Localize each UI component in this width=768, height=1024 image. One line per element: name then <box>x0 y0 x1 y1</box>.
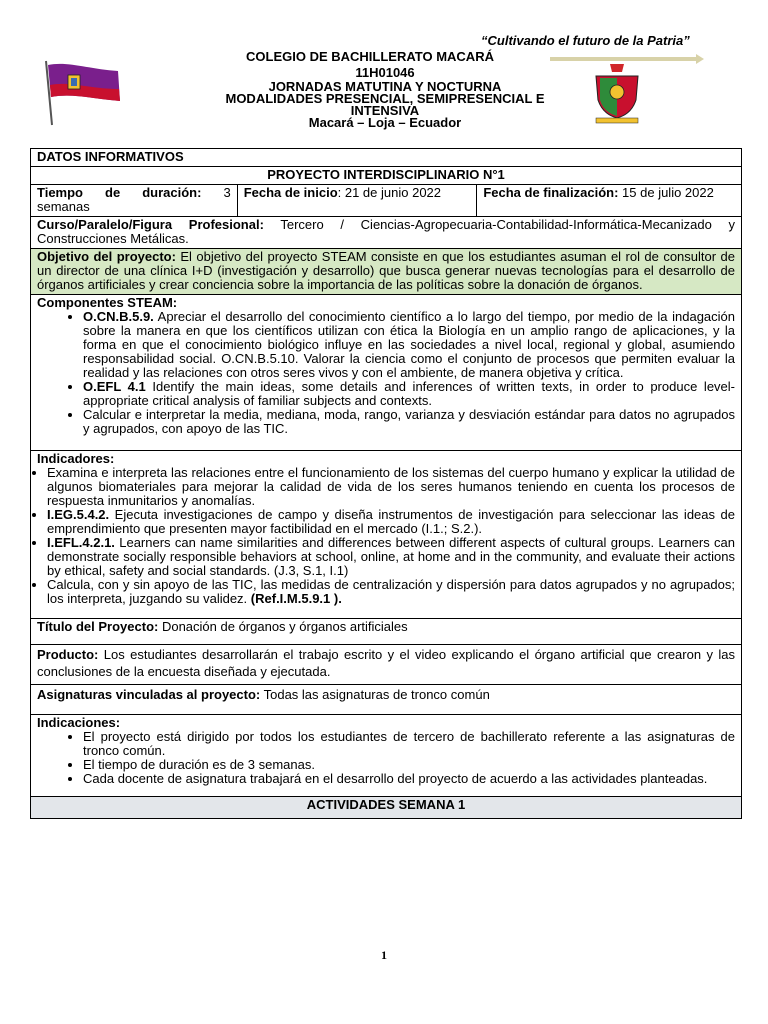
school-header <box>190 51 580 129</box>
list-item: • I.EFL.4.2.1. Learners can name similarities and differences between different aspects of cultural groups. Learners can demonstrate socially responsible behaviors at school, online, at home and in the community, and evaluate their actions by ethical, safety and social standards. (J.3, S.1, I.1) <box>47 536 735 578</box>
indicators-cell <box>31 451 742 619</box>
motto: “Cultivando el futuro de la Patria” <box>481 33 690 48</box>
project-title-heading: PROYECTO INTERDISCIPLINARIO N°1 <box>31 167 742 185</box>
subjects-value: Todas las asignaturas de tronco común <box>260 687 490 702</box>
school-crest-icon <box>588 62 646 124</box>
activities-heading: ACTIVIDADES SEMANA 1 <box>31 797 742 819</box>
instructions-list <box>37 730 735 786</box>
project-title-label: Título del Proyecto: <box>37 619 159 634</box>
flag-icon <box>38 57 122 127</box>
header-line2: MODALIDADES PRESENCIAL, SEMIPRESENCIAL E <box>225 91 545 106</box>
school-name: COLEGIO DE BACHILLERATO MACARÁ <box>246 49 494 64</box>
course-value: Tercero / Ciencias-Agropecuaria-Contabilidad-Informática-Mecanizado y Construcciones Metálicas. <box>37 217 736 246</box>
duration-label: Tiempo de duración: <box>37 185 202 200</box>
duration-value: 3 semanas <box>37 185 231 214</box>
end-date-cell <box>477 185 742 217</box>
datos-informativos-heading: DATOS INFORMATIVOS <box>31 149 742 167</box>
product-label: Producto: <box>37 647 99 662</box>
end-date-label: Fecha de finalización: <box>483 185 619 200</box>
steam-label: Componentes STEAM: <box>37 295 178 310</box>
duration-cell <box>31 185 238 217</box>
indicators-list <box>37 466 735 606</box>
header-line3: INTENSIVA <box>350 103 420 118</box>
list-item: • O.CN.B.5.9. Apreciar el desarrollo del conocimiento científico a lo largo del tiempo, por medio de la indagación sobre la manera en que los científicos utilizan con ética la Biología en un amplio rango de aplicaciones, y la forma en que el conocimiento biológico influye en las sociedades a nivel local, regional y global, asumiendo responsabilidad social. O.CN.B.5.10. Valorar la ciencia como el conjunto de procesos que permiten evaluar la realidad y las relaciones con otros seres vivos y con el ambiente, de manera objetiva y crítica. <box>83 310 735 380</box>
instructions-label: Indicaciones: <box>37 715 121 730</box>
header-line1: JORNADAS MATUTINA Y NOCTURNA <box>268 79 502 94</box>
start-date-cell <box>237 185 477 217</box>
product-value: Los estudiantes desarrollarán el trabajo escrito y el video explicando el órgano artificial que crearon y las conclusiones de la encuesta diseñada y ejecutada. <box>37 647 735 679</box>
start-date-label: Fecha de inicio <box>243 185 338 200</box>
course-cell <box>31 217 742 249</box>
list-item: • Calcular e interpretar la media, mediana, moda, rango, varianza y desviación estándar para datos no agrupados y agrupados, con apoyo de las TIC. <box>83 408 735 436</box>
project-title-value: Donación de órganos y órganos artificiales <box>158 619 408 634</box>
school-code: 11H01046 <box>355 65 415 80</box>
list-item: • Examina e interpreta las relaciones entre el funcionamiento de los sistemas del cuerpo humano y explicar la utilidad de algunos biomateriales para mejorar la calidad de vida de los seres humanos teniendo en cuenta los procesos de respuesta inmunitarios y anomalías. <box>47 466 735 508</box>
list-item: • El proyecto está dirigido por todos los estudiantes de tercero de bachillerato referente a las asignaturas de tronco común. <box>83 730 735 758</box>
list-item: • Calcula, con y sin apoyo de las TIC, las medidas de centralización y dispersión para datos agrupados y no agrupados; los interpreta, juzgando su validez. (Ref.I.M.5.9.1 ). <box>47 578 735 606</box>
project-title-cell <box>31 619 742 645</box>
list-item: • El tiempo de duración es de 3 semanas. <box>83 758 735 772</box>
course-label: Curso/Paralelo/Figura Profesional: <box>37 217 264 232</box>
objective-value: El objetivo del proyecto STEAM consiste en que los estudiantes asuman el rol de consultor de un director de una clínica I+D (investigación y desarrollo) que busca generar nuevas tecnologías para el desarrollo de órganos artificiales y crear conciencia sobre la importancia de las políticas sobre la donación de órganos. <box>37 249 735 292</box>
header-location: Macará – Loja – Ecuador <box>308 115 462 130</box>
objective-label: Objetivo del proyecto: <box>37 249 176 264</box>
list-item: • I.EG.5.4.2. Ejecuta investigaciones de campo y diseña instrumentos de investigación para seleccionar las ideas de emprendimiento que presenten mayor factibilidad en el mercado (I.1.; S.2.). <box>47 508 735 536</box>
subjects-label: Asignaturas vinculadas al proyecto: <box>37 687 261 702</box>
objective-cell <box>31 249 742 295</box>
subjects-cell <box>31 685 742 715</box>
instructions-cell <box>31 715 742 797</box>
page-number: 1 <box>381 948 387 962</box>
start-date-value: : 21 de junio 2022 <box>337 185 442 200</box>
list-item: • O.EFL 4.1 Identify the main ideas, some details and inferences of written texts, in order to produce level-appropriate critical analysis of familiar subjects and contexts. <box>83 380 735 408</box>
product-cell <box>31 645 742 685</box>
end-date-value: 15 de julio 2022 <box>622 185 714 200</box>
indicators-label: Indicadores: <box>37 451 115 466</box>
steam-cell <box>31 295 742 451</box>
list-item: • Cada docente de asignatura trabajará en el desarrollo del proyecto de acuerdo a las actividades planteadas. <box>83 772 735 786</box>
project-info-table <box>30 148 742 819</box>
steam-list <box>37 310 735 436</box>
